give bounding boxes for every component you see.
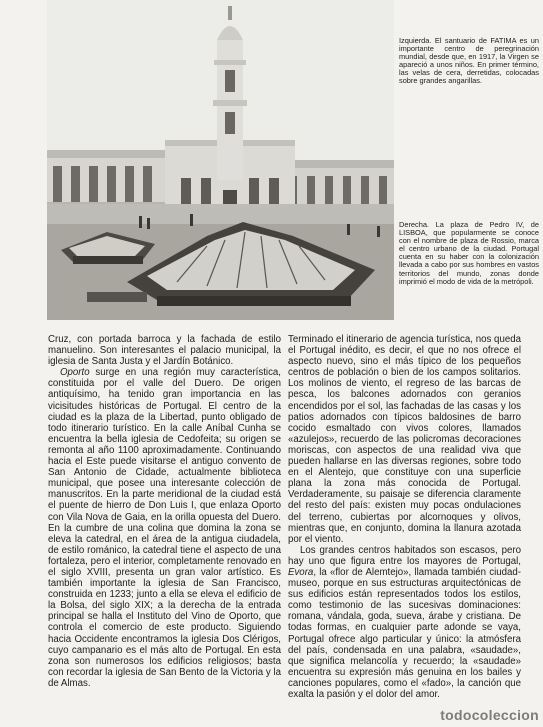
city-name: Evora — [288, 566, 314, 578]
city-name: Oporto — [60, 367, 90, 379]
caption-fatima: Izquierda. El santuario de FATIMA es un importante centro de peregrinación mundial, desde que, en 1917, la Virgen se apareció a unos niños. En primer término, las velas de cera, derretidas, colocadas sobre grandes angarillas. — [399, 36, 539, 86]
photo-icon — [47, 0, 394, 320]
text-column-right — [288, 334, 521, 700]
text-column-left — [48, 334, 281, 689]
paragraph: Terminado el itinerario de agencia turística, nos queda el Portugal inédito, es decir, el que no nos ofrece el aspecto nuevo, sino el más típico de los pequeños centros de población o bien de los campos solitarios. Los molinos de viento, el regreso de las barcas de pesca, los balcones adornados con geranios encendidos por el sol, las fachadas de las casas y los patios adornados con típicos baldosines de barro cocido esmaltado con vivos colores, llamados «azulejos», recuerdo de las policromas decoraciones moriscas, con aspectos de una realidad viva que pueden hallarse en las diversas regiones, sobre todo en el Alentejo, que constituye con una superficie plana la zona más conocida de Portugal. Verdaderamente, su paisaje se diferencia claramente del resto del país: existen muy pocas ondulaciones del terreno, cubiertas por alcornoques y olivos, mientras que, en conjunto, domina la llanura azotada por el viento. — [288, 334, 521, 545]
paragraph-oporto: Oporto surge en una región muy característica, constituida por el valle del Duero. De origen antiquísimo, ha tenido gran importancia en las vicisitudes históricas de Portugal. El centro de la ciudad es la plaza de la Libertad, punto obligado de todo itinerario turístico. En la calle Aníbal Cunha se encuentra la bella iglesia de Cedofeita; su origen se remonta al año 1100 aproximadamente. Continuando hacia el Este puede visitarse el antiguo convento de San Antonio de Cidade, actualmente biblioteca municipal, que posee una interesante colección de manuscritos. En la parte meridional de la ciudad está el puente de hierro de Don Luis I, que enlaza Oporto con Vila Nova de Gaia, en la orilla opuesta del Duero. En la cumbre de una colina que domina la zona se eleva la catedral, en el área de la antigua ciudadela, de estilo románico, la catedral tiene el aspecto de una fortaleza, pero el interior, completamente renovado en el siglo XVIII, presenta un gran valor artístico. Es también importante la iglesia de San Francisco, construida en 1233; junto a ella se eleva el edificio de la Bolsa, del siglo XIX; a la derecha de la entrada principal se halla el Instituto del Vino de Oporto, que controla el comercio de este producto. Siguiendo hacia Occidente encontramos la iglesia Dos Clérigos, cuyo campanario es el más alto de Portugal. En esta zona son numerosos los edificios religiosos; basta con recordar la iglesia de San Bento de la Victoria y la de Almas. — [48, 367, 281, 689]
paragraph: Cruz, con portada barroca y la fachada de estilo manuelino. Son interesantes el palacio municipal, la iglesia de Santa Justa y el Jardín Botánico. — [48, 334, 281, 368]
fatima-sanctuary-photo — [47, 0, 394, 320]
watermark: todocoleccion — [440, 707, 539, 723]
caption-lisboa: Derecha. La plaza de Pedro IV, de LISBOA, que popularmente se conoce con el nombre de plaza de Rossio, marca el centro urbano de la ciudad. Portugal cuenta en su haber con la colonización llevada a cabo por sus hombres en vastos territorios del mundo, zonas donde imprimió el modo de vida de la metrópoli. — [399, 220, 539, 286]
paragraph-evora: Los grandes centros habitados son escasos, pero hay uno que figura entre los mayores de Portugal, Evora, la «flor de Alemtejo», llamada también ciudad-museo, porque en sus estructuras arquitectónicas de sus edificios están representados todos los estilos, como testimonio de las sucesivas dominaciones: romana, vándala, goda, sueva, árabe y cristiana. De todas formas, en cualquier parte adonde se vaya, Portugal ofrece algo particular y único: la atmósfera del país, condensada en una palabra, «saudade», que significa melancolía y recuerdo; la «saudade» encuentra su expresión más genuina en los bailes y canciones populares, como el «fado», la canción que exalta la pasión y el dolor del amor. — [288, 544, 521, 700]
